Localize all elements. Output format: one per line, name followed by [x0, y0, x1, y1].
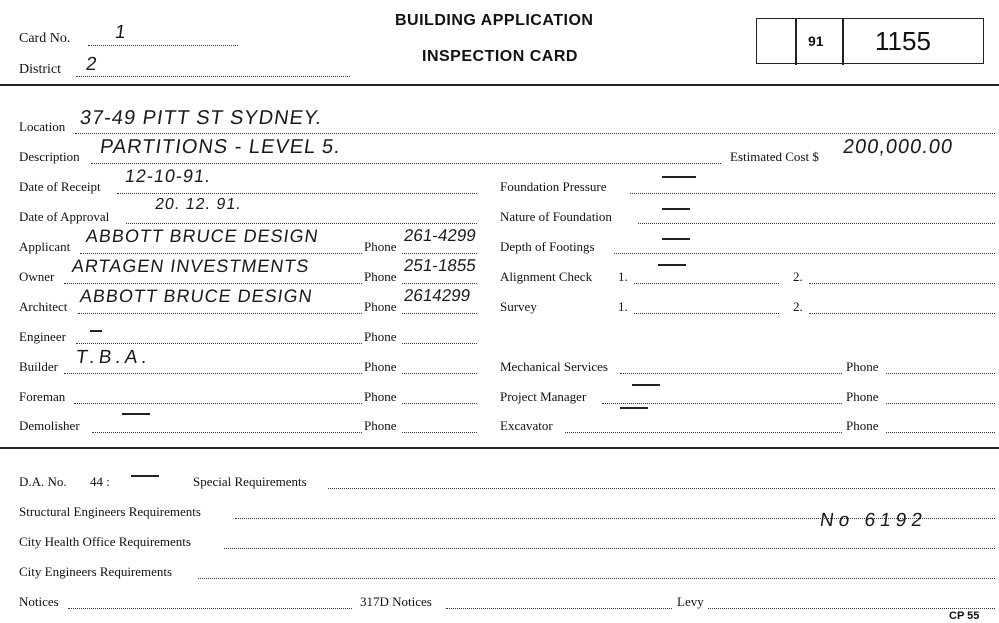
owner-value: ARTAGEN INVESTMENTS — [70, 256, 311, 276]
survey-label: Survey — [500, 299, 537, 314]
mechanical-phone-line — [886, 373, 995, 374]
card-number-box — [756, 18, 984, 64]
architect-phone-line — [402, 313, 477, 314]
project-manager-label: Project Manager — [500, 389, 587, 404]
builder-phone-label: Phone — [364, 359, 397, 374]
title-line-2: INSPECTION CARD — [422, 48, 578, 65]
demolisher-label: Demolisher — [19, 418, 80, 433]
builder-label: Builder — [19, 359, 58, 374]
location-label: Location — [19, 119, 66, 134]
foreman-phone-line — [402, 403, 477, 404]
architect-phone-label: Phone — [364, 299, 397, 314]
card-no-value: 1 — [113, 22, 129, 43]
notices-317d-line — [446, 608, 672, 609]
form-code: CP 55 — [949, 610, 980, 622]
architect-line — [78, 313, 362, 314]
survey-2-line — [809, 313, 995, 314]
health-line — [224, 548, 995, 549]
description-label: Description — [19, 149, 80, 164]
alignment-2: 2. — [793, 269, 803, 284]
levy-label: Levy — [677, 594, 704, 609]
engineer-phone-label: Phone — [364, 329, 397, 344]
architect-label: Architect — [19, 299, 68, 314]
demolisher-dash — [122, 413, 150, 415]
foundation-pressure-line — [630, 193, 995, 194]
special-requirements-label: Special Requirements — [193, 474, 307, 489]
engineer-label: Engineer — [19, 329, 66, 344]
excavator-dash — [620, 407, 648, 409]
estimated-cost-value: 200,000.00 — [841, 136, 955, 158]
city-engineers-line — [198, 578, 995, 579]
nature-foundation-line — [638, 223, 995, 224]
card-number: 1155 — [875, 26, 931, 56]
survey-1-line — [634, 313, 779, 314]
applicant-value: ABBOTT BRUCE DESIGN — [84, 226, 321, 246]
owner-phone: 251-1855 — [402, 256, 478, 275]
nature-foundation-label: Nature of Foundation — [500, 209, 612, 224]
demolisher-line — [92, 432, 362, 433]
approval-line — [126, 223, 477, 224]
notices-line — [68, 608, 352, 609]
location-line — [75, 133, 995, 134]
description-line — [91, 163, 721, 164]
foreman-line — [74, 403, 362, 404]
structural-label: Structural Engineers Requirements — [19, 504, 201, 519]
architect-phone: 2614299 — [402, 286, 472, 305]
alignment-1: 1. — [618, 269, 628, 284]
card-no-line — [88, 45, 238, 46]
receipt-value: 12-10-91. — [123, 166, 213, 186]
builder-line — [64, 373, 362, 374]
applicant-line — [80, 253, 362, 254]
excavator-label: Excavator — [500, 418, 553, 433]
survey-2: 2. — [793, 299, 803, 314]
district-value: 2 — [84, 54, 100, 75]
owner-label: Owner — [19, 269, 55, 284]
description-value: PARTITIONS - LEVEL 5. — [98, 136, 343, 158]
depth-footings-label: Depth of Footings — [500, 239, 595, 254]
alignment-2-line — [809, 283, 995, 284]
applicant-phone-label: Phone — [364, 239, 397, 254]
section-divider — [0, 447, 999, 449]
title-line-1: BUILDING APPLICATION — [395, 12, 594, 29]
box-divider-1 — [795, 18, 797, 65]
survey-1: 1. — [618, 299, 628, 314]
year-code: 91 — [808, 33, 824, 49]
demolisher-phone-label: Phone — [364, 418, 397, 433]
excavator-phone-label: Phone — [846, 418, 879, 433]
foreman-label: Foreman — [19, 389, 66, 404]
receipt-label: Date of Receipt — [19, 179, 101, 194]
district-line — [76, 76, 350, 77]
project-manager-line — [602, 403, 842, 404]
owner-line — [64, 283, 362, 284]
header-divider — [0, 84, 999, 86]
depth-footings-dash — [662, 238, 690, 240]
health-label: City Health Office Requirements — [19, 534, 191, 549]
engineer-dash — [90, 330, 102, 332]
estimated-cost-label: Estimated Cost $ — [730, 149, 819, 164]
receipt-line — [117, 193, 477, 194]
da-no-label: D.A. No. — [19, 474, 67, 489]
special-requirements-line — [328, 488, 995, 489]
builder-phone-line — [402, 373, 477, 374]
foreman-phone-label: Phone — [364, 389, 397, 404]
notices-label: Notices — [19, 594, 59, 609]
excavator-phone-line — [886, 432, 995, 433]
project-manager-phone-label: Phone — [846, 389, 879, 404]
applicant-phone-line — [402, 253, 477, 254]
da-no-dash — [131, 475, 159, 477]
city-engineers-label: City Engineers Requirements — [19, 564, 173, 579]
project-manager-dash — [632, 384, 660, 386]
mechanical-line — [620, 373, 842, 374]
alignment-check-label: Alignment Check — [500, 269, 593, 284]
alignment-dash — [658, 264, 686, 266]
owner-phone-label: Phone — [364, 269, 397, 284]
approval-label: Date of Approval — [19, 209, 110, 224]
district-label: District — [19, 62, 61, 77]
project-manager-phone-line — [886, 403, 995, 404]
depth-footings-line — [614, 253, 995, 254]
notices-317d-label: 317D Notices — [360, 594, 432, 609]
box-divider-2 — [842, 18, 844, 65]
mechanical-phone-label: Phone — [846, 359, 879, 374]
applicant-label: Applicant — [19, 239, 71, 254]
levy-line — [708, 608, 995, 609]
nature-foundation-dash — [662, 208, 690, 210]
foundation-pressure-dash — [662, 176, 696, 178]
engineer-phone-line — [402, 343, 477, 344]
structural-note: No 6192 — [818, 510, 929, 531]
location-value: 37-49 PITT ST SYDNEY. — [78, 107, 324, 129]
alignment-1-line — [634, 283, 779, 284]
demolisher-phone-line — [402, 432, 477, 433]
architect-value: ABBOTT BRUCE DESIGN — [78, 286, 315, 306]
foundation-pressure-label: Foundation Pressure — [500, 179, 607, 194]
da-no-value: 44 : — [90, 474, 110, 489]
mechanical-label: Mechanical Services — [500, 359, 608, 374]
excavator-line — [565, 432, 842, 433]
builder-value: T.B.A. — [74, 347, 153, 368]
owner-phone-line — [402, 283, 477, 284]
approval-value: 20. 12. 91. — [153, 196, 243, 213]
engineer-line — [76, 343, 362, 344]
card-no-label: Card No. — [19, 31, 71, 46]
applicant-phone: 261-4299 — [402, 226, 478, 245]
